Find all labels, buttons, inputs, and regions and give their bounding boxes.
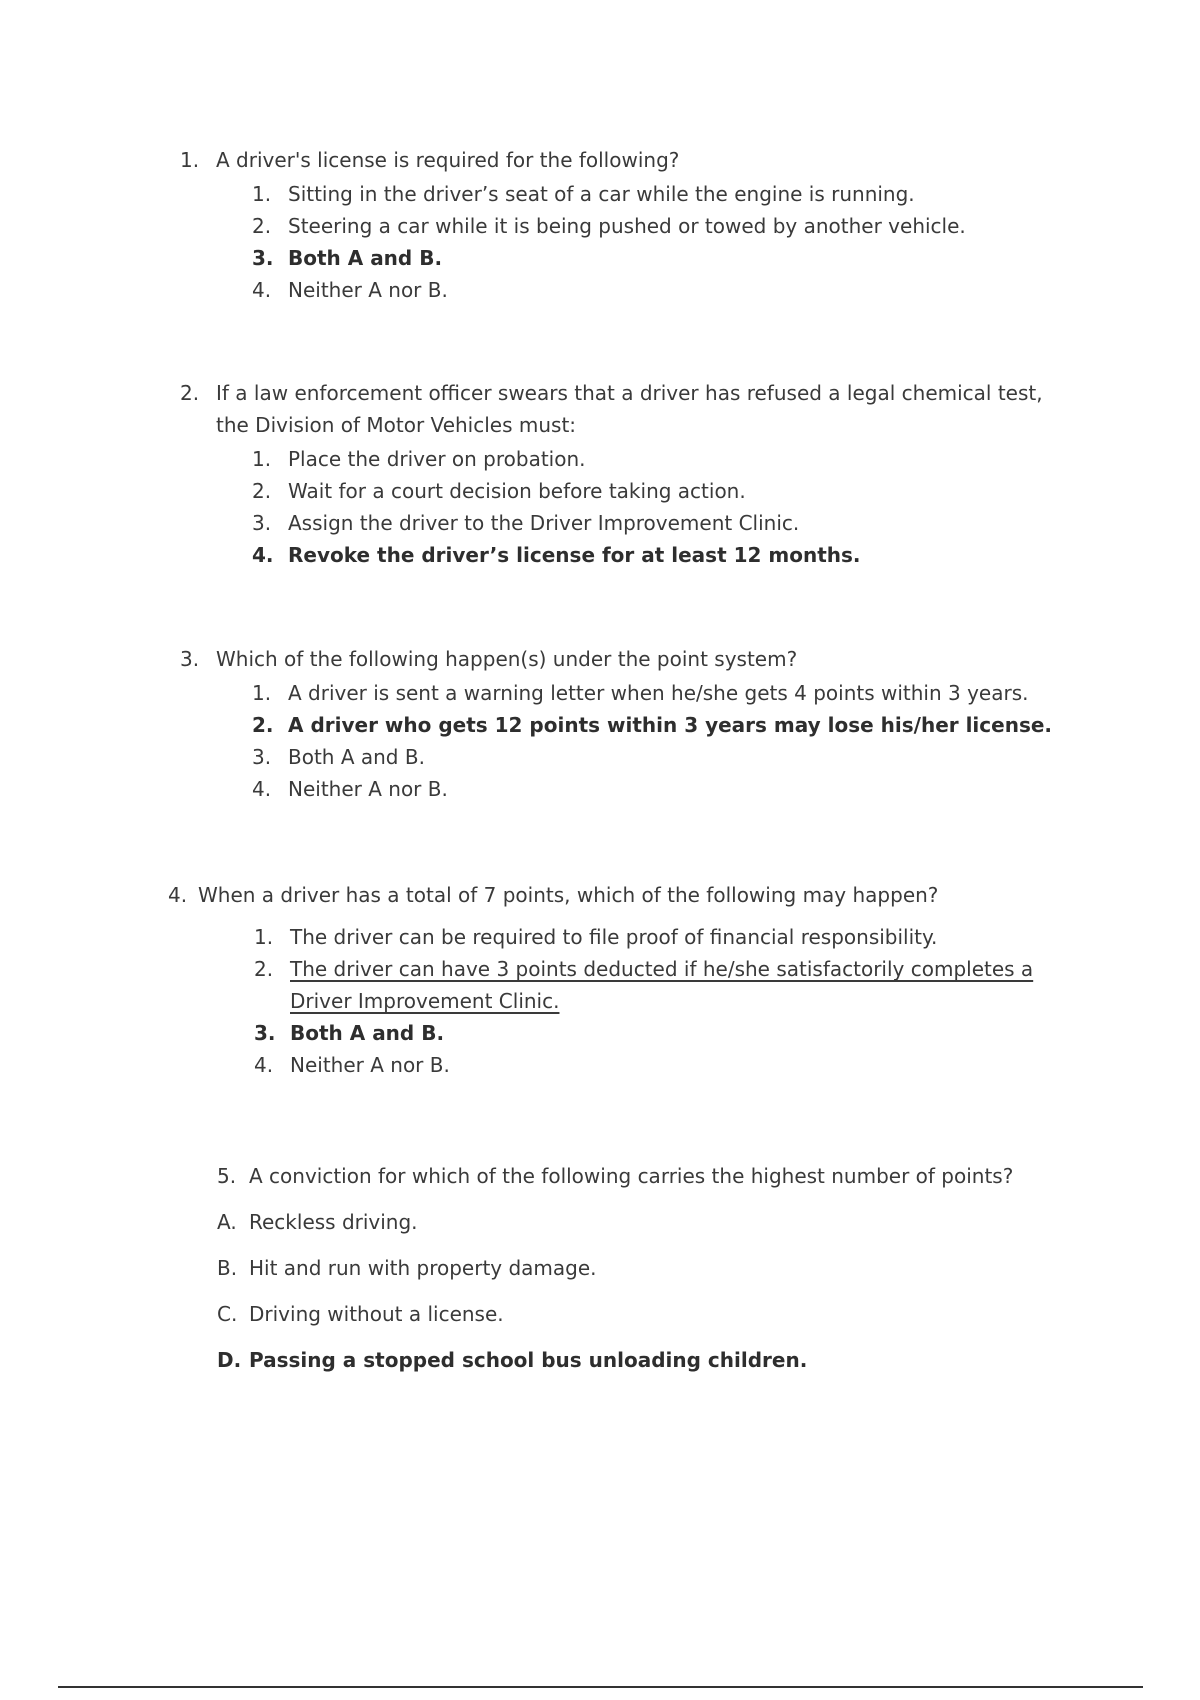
option-text: Assign the driver to the Driver Improvement Clinic. (288, 511, 800, 535)
option-item-correct (252, 242, 1080, 274)
option-text: Neither A nor B. (288, 777, 448, 801)
option-item (217, 1298, 1117, 1330)
question-number: 5. (217, 1164, 237, 1188)
option-item (252, 773, 1080, 805)
option-item-correct (254, 1017, 1068, 1049)
option-number: 2. (254, 957, 274, 981)
question-text: Which of the following happen(s) under the point system? (216, 647, 798, 671)
option-text: Passing a stopped school bus unloading children. (249, 1348, 808, 1372)
option-item (252, 178, 1080, 210)
footer-divider (58, 1686, 1143, 1688)
option-item (252, 274, 1080, 306)
option-text: Both A and B. (288, 745, 425, 769)
option-number: 1. (252, 447, 272, 471)
option-text: Neither A nor B. (290, 1053, 450, 1077)
option-item-underlined (254, 953, 1068, 1017)
option-letter: A. (217, 1210, 237, 1234)
option-item (217, 1252, 1117, 1284)
question-4 (168, 879, 1068, 1081)
option-item (217, 1206, 1117, 1238)
question-number: 2. (180, 381, 200, 405)
option-text: Both A and B. (290, 1021, 445, 1045)
option-number: 1. (252, 681, 272, 705)
option-letter: D. (217, 1348, 242, 1372)
option-text: A driver is sent a warning letter when he/she gets 4 points within 3 years. (288, 681, 1029, 705)
option-number: 1. (252, 182, 272, 206)
option-list (180, 677, 1080, 805)
option-item (252, 475, 1080, 507)
question-stem (180, 643, 1080, 675)
question-number: 4. (168, 883, 188, 907)
option-number: 4. (252, 543, 274, 567)
option-number: 3. (252, 246, 274, 270)
option-text: Revoke the driver’s license for at least 12 months. (288, 543, 861, 567)
option-list (168, 921, 1068, 1081)
option-item (252, 443, 1080, 475)
question-text: A conviction for which of the following carries the highest number of points? (249, 1164, 1014, 1188)
option-list (180, 178, 1080, 306)
option-text: Sitting in the driver’s seat of a car while the engine is running. (288, 182, 915, 206)
question-text: A driver's license is required for the following? (216, 148, 680, 172)
option-number: 2. (252, 713, 274, 737)
option-text: Wait for a court decision before taking action. (288, 479, 746, 503)
question-2 (180, 377, 1080, 571)
option-item (252, 677, 1080, 709)
option-number: 3. (252, 511, 272, 535)
option-number: 2. (252, 479, 272, 503)
option-text: Reckless driving. (249, 1210, 418, 1234)
option-text: Hit and run with property damage. (249, 1256, 597, 1280)
option-number: 4. (254, 1053, 274, 1077)
option-number: 3. (252, 745, 272, 769)
option-number: 1. (254, 925, 274, 949)
option-text: Driving without a license. (249, 1302, 504, 1326)
option-item-correct (252, 709, 1080, 741)
question-stem (217, 1160, 1117, 1192)
option-list (180, 443, 1080, 571)
option-item-correct (252, 539, 1080, 571)
question-number: 1. (180, 148, 200, 172)
question-stem (180, 144, 1080, 176)
option-text: The driver can have 3 points deducted if he/she satisfactorily completes a Driver Improvement Clinic. (290, 957, 1034, 1013)
option-number: 2. (252, 214, 272, 238)
question-stem (168, 879, 1068, 911)
option-item-correct (217, 1344, 1117, 1376)
question-text: When a driver has a total of 7 points, which of the following may happen? (198, 883, 939, 907)
question-stem (180, 377, 1080, 441)
question-1 (180, 144, 1080, 306)
option-number: 4. (252, 777, 272, 801)
option-item (252, 507, 1080, 539)
option-item (254, 1049, 1068, 1081)
question-5 (217, 1160, 1117, 1376)
option-text: Both A and B. (288, 246, 443, 270)
option-number: 3. (254, 1021, 276, 1045)
option-text: The driver can be required to file proof of financial responsibility. (290, 925, 938, 949)
option-letter: B. (217, 1256, 238, 1280)
option-text: Place the driver on probation. (288, 447, 586, 471)
option-letter: C. (217, 1302, 238, 1326)
question-text: If a law enforcement officer swears that a driver has refused a legal chemical test, the Division of Motor Vehicles must: (216, 381, 1043, 437)
option-text: A driver who gets 12 points within 3 years may lose his/her license. (288, 713, 1053, 737)
question-3 (180, 643, 1080, 805)
option-item (254, 921, 1068, 953)
option-item (252, 210, 1080, 242)
option-text: Steering a car while it is being pushed or towed by another vehicle. (288, 214, 966, 238)
option-text: Neither A nor B. (288, 278, 448, 302)
option-item (252, 741, 1080, 773)
option-number: 4. (252, 278, 272, 302)
question-number: 3. (180, 647, 200, 671)
